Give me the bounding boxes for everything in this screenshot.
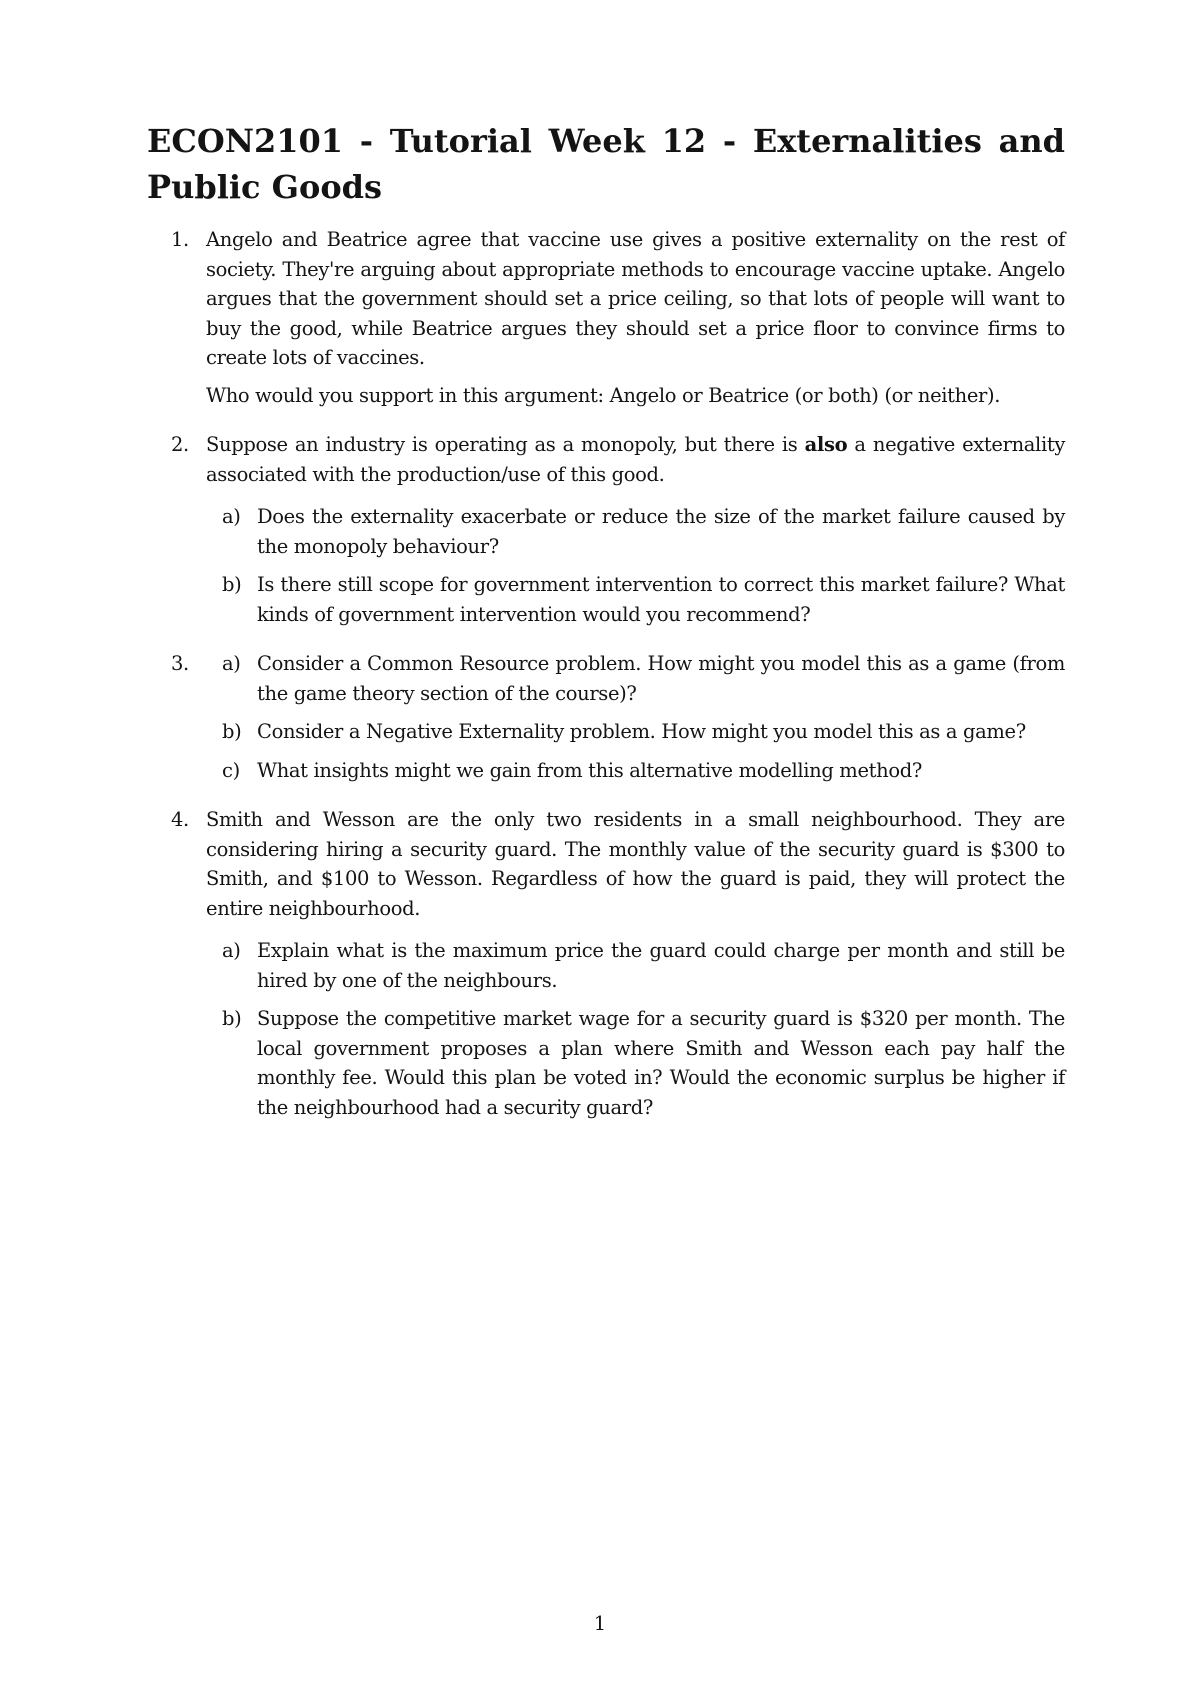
subpart-text: Explain what is the maximum price the guard could charge per month and still be hired by one of the neighbours. xyxy=(257,939,1065,992)
subpart-label: b) xyxy=(222,720,242,743)
subpart-text: Is there still scope for government intervention to correct this market failure? What kinds of government intervention would you recommend? xyxy=(257,573,1065,626)
subpart-text: What insights might we gain from this alternative modelling method? xyxy=(257,758,922,782)
subpart xyxy=(206,717,1065,747)
subpart xyxy=(206,756,1065,786)
question-2-intro-end: a negative externality associated with the production/use of this good. xyxy=(206,433,1065,486)
question-number: 4. xyxy=(171,808,189,831)
question-2-subparts xyxy=(206,502,1065,629)
question-list xyxy=(147,225,1065,1142)
question-1 xyxy=(147,225,1065,410)
question-1-text: Angelo and Beatrice agree that vaccine use gives a positive externality on the rest of society. They're arguing about appropriate methods to encourage vaccine uptake. Angelo argues that the government should set a price ceiling, so that lots of people will want to buy the good, while Beatrice argues they should set a price floor to convince firms to create lots of vaccines. xyxy=(206,228,1065,369)
question-2-intro-emphasis: also xyxy=(804,433,848,456)
subpart-label: b) xyxy=(222,1007,242,1030)
question-4 xyxy=(147,805,1065,1122)
question-4-subparts xyxy=(206,936,1065,1122)
subpart-text: Consider a Common Resource problem. How might you model this as a game (from the game theory section of the course)? xyxy=(257,652,1065,705)
subpart xyxy=(206,1004,1065,1122)
subpart xyxy=(206,502,1065,561)
subpart-label: b) xyxy=(222,573,242,596)
subpart-label: c) xyxy=(222,758,240,782)
page-number: 1 xyxy=(593,1612,607,1635)
subpart xyxy=(206,570,1065,629)
subpart-label: a) xyxy=(222,939,241,962)
question-number: 3. xyxy=(171,652,189,675)
subpart-text: Consider a Negative Externality problem. How might you model this as a game? xyxy=(257,720,1026,743)
document-title: ECON2101 - Tutorial Week 12 - Externalities and Public Goods xyxy=(147,122,1065,206)
question-2 xyxy=(147,430,1065,629)
question-4-intro: Smith and Wesson are the only two residents in a small neighbourhood. They are considering hiring a security guard. The monthly value of the security guard is $300 to Smith, and $100 to Wesson. Regardless of how the guard is paid, they will protect the entire neighbourhood. xyxy=(206,808,1065,920)
subpart-label: a) xyxy=(222,505,241,528)
question-2-intro-start: Suppose an industry is operating as a monopoly, but there is xyxy=(206,433,805,456)
subpart xyxy=(206,649,1065,708)
subpart-label: a) xyxy=(222,652,241,675)
question-number: 2. xyxy=(171,433,189,456)
subpart-text: Does the externality exacerbate or reduce the size of the market failure caused by the monopoly behaviour? xyxy=(257,505,1065,558)
subpart xyxy=(206,936,1065,995)
question-3 xyxy=(147,649,1065,785)
question-number: 1. xyxy=(171,228,189,251)
question-1-prompt: Who would you support in this argument: Angelo or Beatrice (or both) (or neither). xyxy=(206,383,1001,407)
question-3-subparts xyxy=(206,649,1065,785)
subpart-text: Suppose the competitive market wage for a security guard is $320 per month. The local government proposes a plan where Smith and Wesson each pay half the monthly fee. Would this plan be voted in? Would the economic surplus be higher if the neighbourhood had a security guard? xyxy=(257,1007,1065,1119)
question-2-intro xyxy=(206,430,1065,489)
